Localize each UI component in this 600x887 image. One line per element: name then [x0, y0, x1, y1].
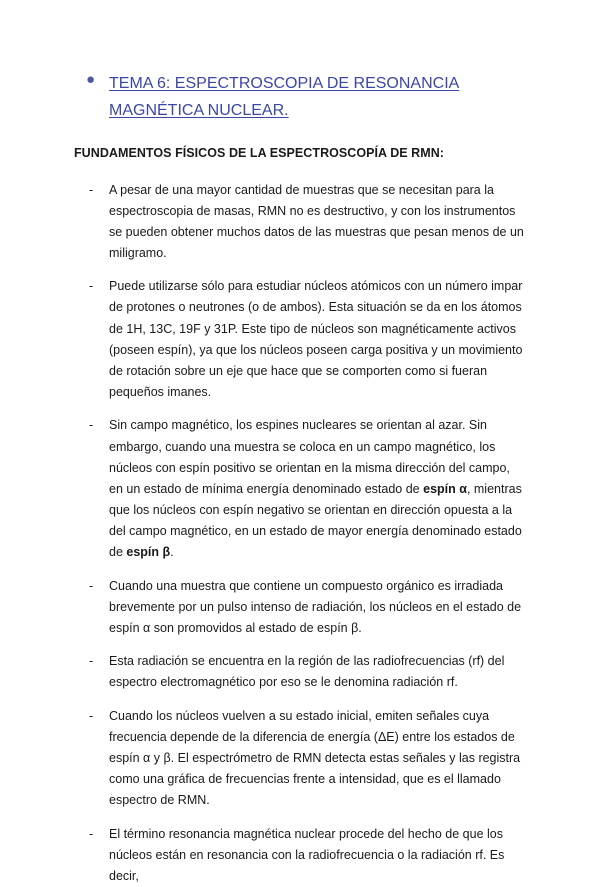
chapter-title-link[interactable]: TEMA 6: ESPECTROSCOPIA DE RESONANCIA MAGNÉTICA NUCLEAR.: [109, 75, 460, 119]
bullet-list: [0, 167, 600, 887]
dash-bullet: -: [89, 279, 94, 294]
dash-bullet: -: [89, 827, 94, 842]
list-item-text: Puede utilizarse sólo para estudiar núcleos atómicos con un número impar de protones o neutrones (o de ambos). Esta situación se da en los átomos de 1H, 13C, 19F y 31P. Este tipo de núcleos son magnéticamente activos (poseen espín), ya que los núcleos poseen carga positiva y un movimiento de rotación sobre un eje que hace que se comporten como si fueran pequeños imanes.: [109, 279, 523, 399]
list-item: [0, 706, 600, 811]
chapter-title: [86, 70, 526, 124]
dash-bullet: -: [89, 578, 94, 593]
list-item: [0, 576, 600, 639]
text-segment: .: [170, 545, 174, 559]
dash-bullet: -: [89, 709, 94, 724]
list-item: [0, 415, 600, 563]
list-item-text: Cuando una muestra que contiene un compuesto orgánico es irradiada brevemente por un pulso intenso de radiación, los núcleos en el estado de espín α son promovidos al estado de espín β.: [109, 578, 522, 635]
bold-term-spin-beta: espín β: [126, 545, 171, 559]
list-item-text: [109, 415, 527, 563]
dash-bullet: -: [89, 182, 94, 197]
section-heading: FUNDAMENTOS FÍSICOS DE LA ESPECTROSCOPÍA DE RMN:: [74, 146, 445, 160]
title-bullet-icon: ●: [86, 71, 96, 88]
list-item: [0, 180, 600, 264]
list-item-text: Esta radiación se encuentra en la región de las radiofrecuencias (rf) del espectro electromagnético por eso se le denomina radiación rf.: [109, 654, 505, 690]
text-segment: , mientras que los núcleos con espín negativo se orientan en dirección opuesta a la del campo magnético, en un estado de mayor energía denominado estado de: [109, 481, 522, 559]
text-segment: Sin campo magnético, los espines nucleares se orientan al azar. Sin embargo, cuando una muestra se coloca en un campo magnético, los núcleos con espín positivo se orientan en la misma dirección del campo, en un estado de mínima energía denominado estado de: [109, 418, 510, 496]
list-item-text: A pesar de una mayor cantidad de muestras que se necesitan para la espectroscopia de masas, RMN no es destructivo, y con los instrumentos se pueden obtener muchos datos de las muestras que pesan menos de un miligramo.: [109, 182, 524, 260]
dash-bullet: -: [89, 654, 94, 669]
list-item: [0, 824, 600, 887]
list-item-text: Cuando los núcleos vuelven a su estado inicial, emiten señales cuya frecuencia depende de la diferencia de energía (ΔE) entre los estados de espín α y β. El espectrómetro de RMN detecta estas señales y las registra como una gráfica de frecuencias frente a intensidad, que es el llamado espectro de RMN.: [109, 709, 521, 808]
bold-term-spin-alpha: espín α: [423, 481, 467, 496]
dash-bullet: -: [89, 418, 94, 433]
list-item-text: El término resonancia magnética nuclear procede del hecho de que los núcleos están en resonancia con la radiofrecuencia o la radiación rf. Es decir,: [109, 827, 505, 884]
list-item: [0, 651, 600, 693]
list-item: [0, 276, 600, 403]
